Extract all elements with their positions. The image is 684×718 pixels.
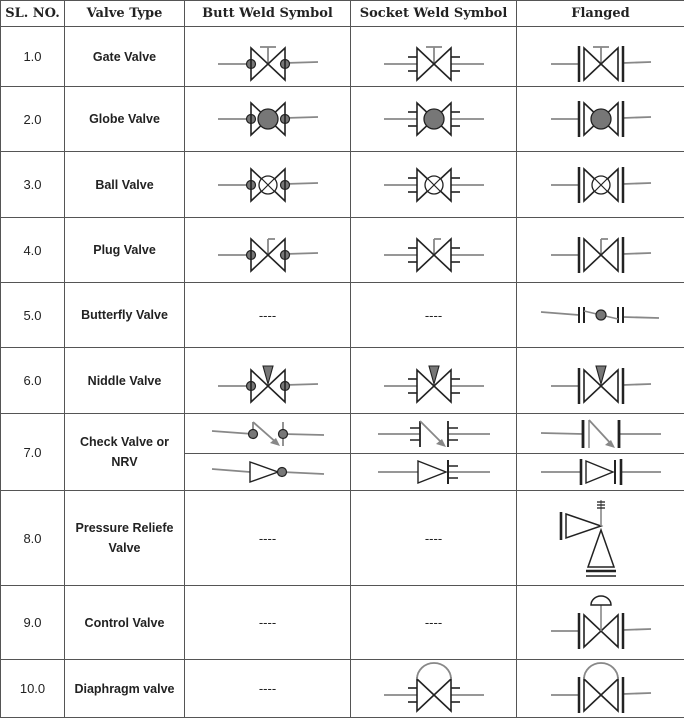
flanged-cell [517,491,684,586]
plug-valve-socket-weld-icon [379,223,489,277]
butt-weld-cell: ---- [185,491,351,586]
lift-check-valve-socket-weld-icon [374,456,494,488]
gate-valve-butt-weld-icon [213,30,323,84]
lift-check-valve-flanged-icon [536,456,666,488]
flanged-cell [517,218,684,283]
pressure-relief-valve-flanged-icon [541,494,661,582]
butt-weld-cell: ---- [185,586,351,660]
table-row [1,27,684,87]
table-row [1,660,684,718]
flanged-cell [517,283,684,348]
sl-no-cell: 8.0 [1,491,65,586]
header-valve-type: Valve Type [65,1,185,27]
sl-no-cell: 2.0 [1,87,65,152]
ball-valve-butt-weld-icon [213,158,323,212]
swing-check-valve-butt-weld-icon [208,416,328,452]
socket-weld-cell [351,87,517,152]
sl-no-cell: 10.0 [1,660,65,718]
socket-weld-cell: ---- [351,491,517,586]
ball-valve-socket-weld-icon [379,158,489,212]
socket-weld-cell: ---- [351,586,517,660]
diaphragm-valve-socket-weld-icon [379,661,489,717]
header-butt-weld: Butt Weld Symbol [185,1,351,27]
plug-valve-flanged-icon [546,223,656,277]
globe-valve-butt-weld-icon [213,92,323,146]
sl-no-cell: 3.0 [1,152,65,218]
butt-weld-cell [185,414,351,454]
flanged-cell [517,586,684,660]
lift-check-valve-butt-weld-icon [208,456,328,488]
flanged-cell [517,87,684,152]
butt-weld-cell [185,152,351,218]
valve-type-cell [65,414,185,491]
butterfly-valve-flanged-icon [536,295,666,335]
gate-valve-flanged-icon [546,30,656,84]
table-row [1,491,684,586]
butt-weld-cell: ---- [185,660,351,718]
butt-weld-cell [185,218,351,283]
valve-type-cell: Niddle Valve [65,348,185,414]
table-row [1,348,684,414]
diaphragm-valve-flanged-icon [546,661,656,717]
gate-valve-socket-weld-icon [379,30,489,84]
flanged-cell [517,454,684,491]
socket-weld-cell [351,348,517,414]
valve-type-line: Valve [65,538,184,558]
socket-weld-cell [351,152,517,218]
socket-weld-cell [351,454,517,491]
valve-type-cell: Ball Valve [65,152,185,218]
butt-weld-cell [185,87,351,152]
table-row [1,586,684,660]
valve-type-cell: Butterfly Valve [65,283,185,348]
valve-type-line: Pressure Reliefe [65,518,184,538]
valve-type-cell: Gate Valve [65,27,185,87]
socket-weld-cell [351,414,517,454]
ball-valve-flanged-icon [546,158,656,212]
control-valve-flanged-icon [546,589,656,657]
socket-weld-cell [351,660,517,718]
valve-type-cell [65,491,185,586]
header-flanged: Flanged [517,1,684,27]
valve-type-line: Check Valve or [65,432,184,452]
needle-valve-butt-weld-icon [213,354,323,408]
valve-type-line: NRV [65,452,184,472]
needle-valve-flanged-icon [546,354,656,408]
socket-weld-cell [351,218,517,283]
socket-weld-cell [351,27,517,87]
plug-valve-butt-weld-icon [213,223,323,277]
globe-valve-socket-weld-icon [379,92,489,146]
butt-weld-cell: ---- [185,283,351,348]
flanged-cell [517,27,684,87]
table-row [1,218,684,283]
sl-no-cell: 9.0 [1,586,65,660]
header-sl-no: SL. NO. [1,1,65,27]
sl-no-cell: 4.0 [1,218,65,283]
butt-weld-cell [185,348,351,414]
valve-type-cell: Globe Valve [65,87,185,152]
sl-no-cell: 1.0 [1,27,65,87]
sl-no-cell: 7.0 [1,414,65,491]
valve-type-cell: Plug Valve [65,218,185,283]
table-row [1,414,684,454]
butt-weld-cell [185,454,351,491]
valve-type-cell: Diaphragm valve [65,660,185,718]
flanged-cell [517,660,684,718]
socket-weld-cell: ---- [351,283,517,348]
header-row [1,1,684,27]
table-row [1,152,684,218]
valve-type-cell: Control Valve [65,586,185,660]
table-row [1,283,684,348]
table-row [1,87,684,152]
needle-valve-socket-weld-icon [379,354,489,408]
flanged-cell [517,152,684,218]
sl-no-cell: 6.0 [1,348,65,414]
butt-weld-cell [185,27,351,87]
globe-valve-flanged-icon [546,92,656,146]
flanged-cell [517,348,684,414]
flanged-cell [517,414,684,454]
swing-check-valve-flanged-icon [536,416,666,452]
sl-no-cell: 5.0 [1,283,65,348]
header-socket-weld: Socket Weld Symbol [351,1,517,27]
swing-check-valve-socket-weld-icon [374,416,494,452]
